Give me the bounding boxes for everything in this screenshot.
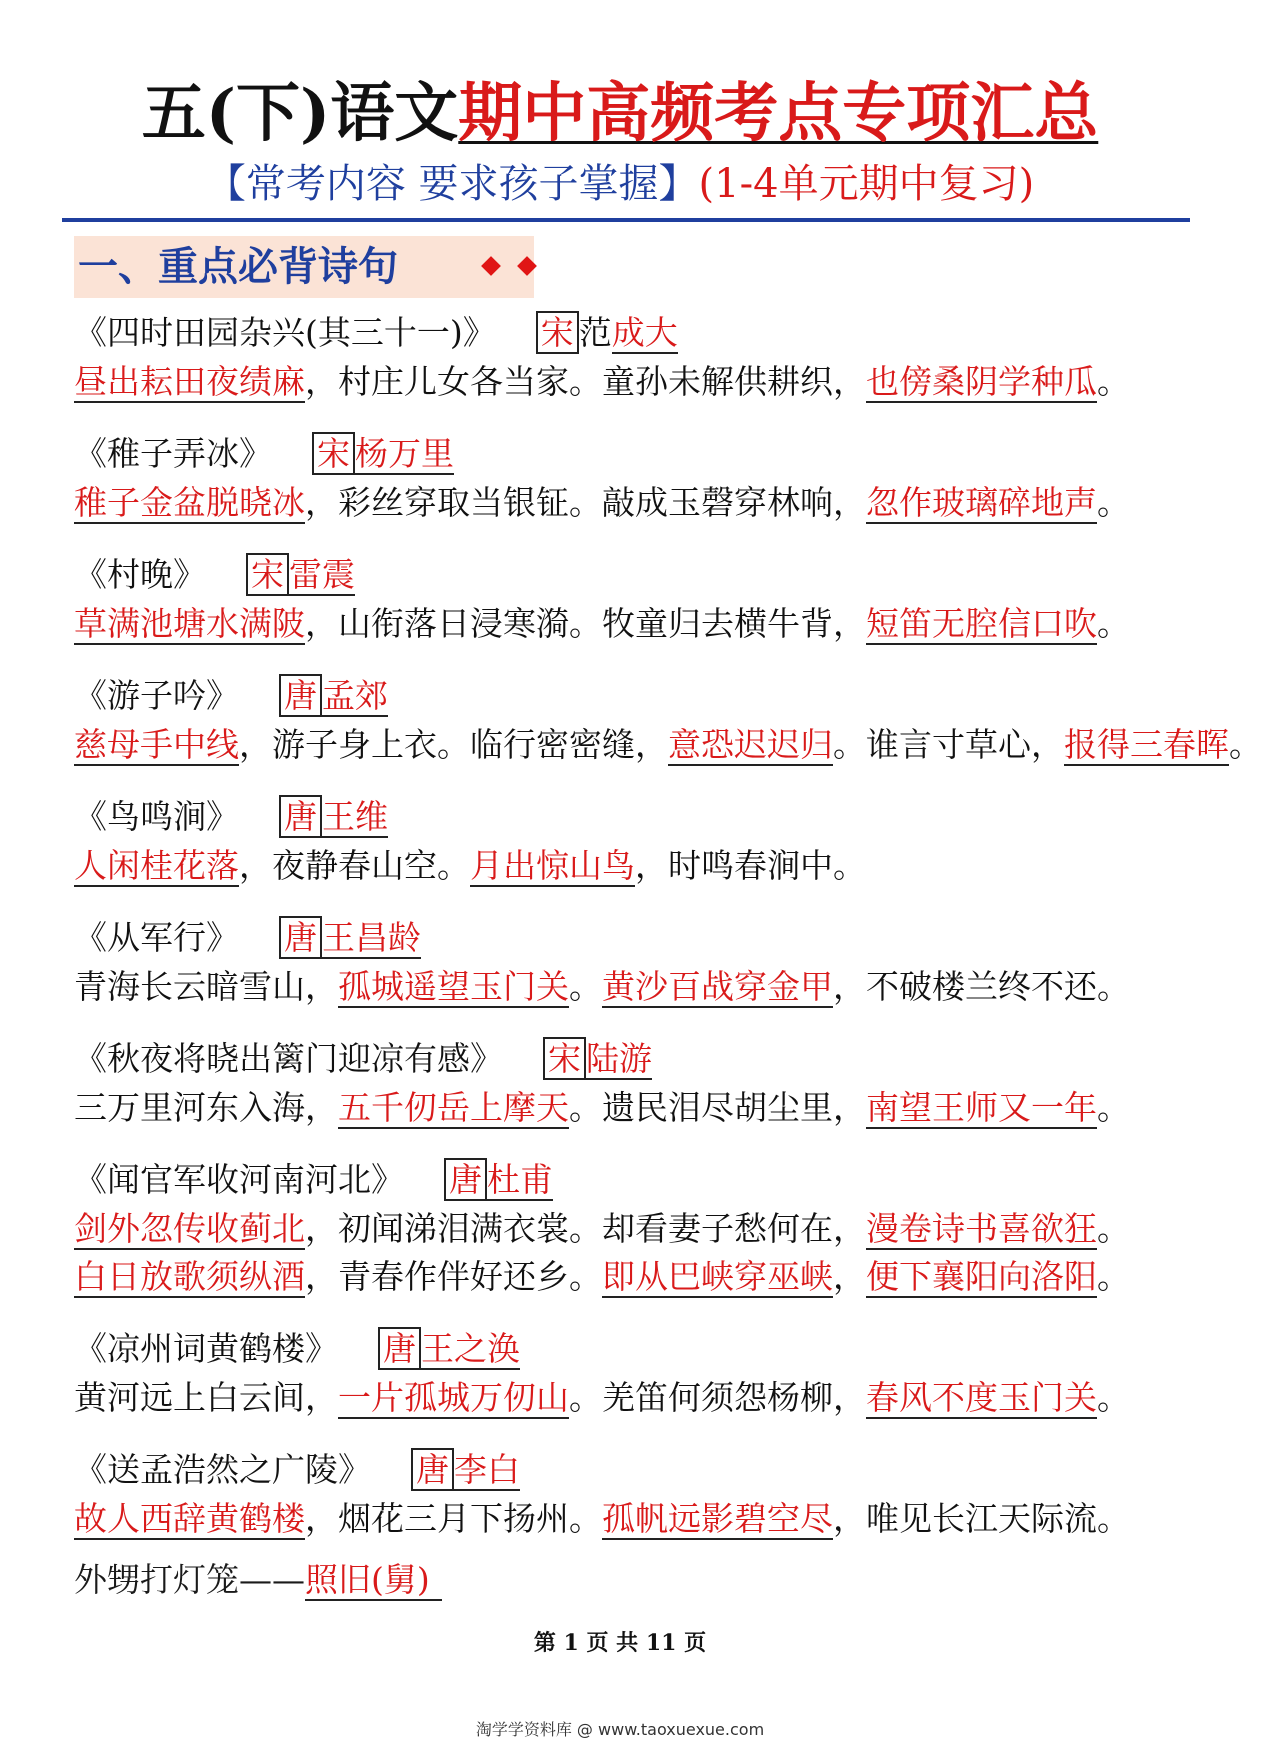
verse-text: 三万里河东入海，: [74, 1088, 338, 1127]
verse-text: ，不破楼兰终不还。: [833, 967, 1130, 1006]
poem-title: 《凉州词黄鹤楼》: [74, 1329, 338, 1368]
poem-item: [74, 1324, 1174, 1422]
poem-item: [74, 792, 1174, 890]
verse-text: 。: [1097, 1378, 1130, 1417]
page-subtitle: [0, 156, 1240, 212]
riddle-prefix: 外甥打灯笼——: [74, 1560, 305, 1599]
section-heading: [74, 236, 534, 298]
poem-spacer: [74, 1301, 1174, 1324]
poem-spacer: [74, 1422, 1174, 1445]
verse-text: ，夜静春山空。: [239, 846, 470, 885]
title-grade: 五(下)语文: [141, 76, 459, 151]
poem-title: 《四时田园杂兴(其三十一)》: [74, 313, 496, 352]
poem-title: 《秋夜将晓出篱门迎凉有感》: [74, 1039, 503, 1078]
diamond-icon: [481, 256, 501, 276]
key-verse: 月出惊山鸟: [470, 846, 635, 885]
footer-watermark: 淘学学资料库 @ www.taoxuexue.com: [475, 1720, 765, 1739]
poem-verse: [74, 1495, 1174, 1543]
key-verse: 孤城遥望玉门关: [338, 967, 569, 1006]
poem-author: 王之涣: [421, 1329, 520, 1368]
verse-text: ，村庄儿女各当家。童孙未解供耕织，: [305, 362, 866, 401]
header-divider: [62, 218, 1190, 222]
key-verse: 春风不度玉门关: [866, 1378, 1097, 1417]
key-verse: 黄沙百战穿金甲: [602, 967, 833, 1006]
verse-text: ，游子身上衣。临行密密缝，: [239, 725, 668, 764]
poem-author: 雷震: [289, 555, 355, 594]
key-verse: 孤帆远影碧空尽: [602, 1499, 833, 1538]
verse-text: ，唯见长江天际流。: [833, 1499, 1130, 1538]
poem-item: [74, 671, 1262, 769]
poem-dynasty: 宋: [246, 553, 289, 596]
poem-dynasty: 唐: [444, 1158, 487, 1201]
key-verse: 忽作玻璃碎地声: [866, 483, 1097, 522]
verse-text: 。: [1097, 483, 1130, 522]
riddle: [74, 1556, 442, 1604]
verse-text: 黄河远上白云间，: [74, 1378, 338, 1417]
key-verse: 白日放歌须纵酒: [74, 1257, 305, 1296]
poem-title: 《送孟浩然之广陵》: [74, 1450, 371, 1489]
poem-item: [74, 1155, 1174, 1301]
poem-verse: [74, 600, 1174, 648]
poem-title-row: [74, 671, 1174, 721]
poem-spacer: [74, 890, 1174, 913]
poem-title: 《游子吟》: [74, 676, 239, 715]
section-title: 一、重点必背诗句: [78, 243, 398, 290]
key-verse: 报得三春晖: [1064, 725, 1229, 764]
poem-title-row: [74, 429, 1174, 479]
verse-text: 。遗民泪尽胡尘里，: [569, 1088, 866, 1127]
poem-verse: [74, 358, 1174, 406]
verse-text: 。: [1229, 725, 1262, 764]
poem-author: 成大: [611, 313, 678, 352]
key-verse: 即从巴峡穿巫峡: [602, 1257, 833, 1296]
key-verse: 意恐迟迟归: [668, 725, 833, 764]
poem-verse: [74, 1253, 1174, 1301]
verse-text: ，彩丝穿取当银钲。敲成玉磬穿林响，: [305, 483, 866, 522]
poem-verse: [74, 1205, 1174, 1253]
poem-title-row: [74, 550, 1174, 600]
verse-text: 。: [1097, 1209, 1130, 1248]
poem-title: 《闻官军收河南河北》: [74, 1160, 404, 1199]
poem-verse: [74, 1374, 1174, 1422]
verse-text: 。: [1097, 1088, 1130, 1127]
poem-author: 王维: [322, 797, 388, 836]
poem-item: [74, 1034, 1174, 1132]
key-verse: 故人西辞黄鹤楼: [74, 1499, 305, 1538]
verse-text: ，: [833, 1257, 866, 1296]
poem-title-row: [74, 1324, 1174, 1374]
key-verse: 剑外忽传收蓟北: [74, 1209, 305, 1248]
poem-author: 李白: [454, 1450, 520, 1489]
poem-verse: [74, 721, 1262, 769]
key-verse: 稚子金盆脱晓冰: [74, 483, 305, 522]
poem-spacer: [74, 769, 1174, 792]
key-verse: 便下襄阳向洛阳: [866, 1257, 1097, 1296]
poem-author: 陆游: [586, 1039, 652, 1078]
verse-text: ，初闻涕泪满衣裳。却看妻子愁何在，: [305, 1209, 866, 1248]
poem-dynasty: 唐: [279, 674, 322, 717]
poem-item: [74, 913, 1174, 1011]
key-verse: 南望王师又一年: [866, 1088, 1097, 1127]
verse-text: ，烟花三月下扬州。: [305, 1499, 602, 1538]
poem-spacer: [74, 527, 1174, 550]
poem-item: [74, 429, 1174, 527]
poem-title: 《稚子弄冰》: [74, 434, 272, 473]
verse-text: 。: [1097, 604, 1130, 643]
poem-author-surname: 范: [578, 313, 612, 352]
key-verse: 短笛无腔信口吹: [866, 604, 1097, 643]
poem-author: 杨万里: [355, 434, 454, 473]
poem-title-row: [74, 308, 1174, 358]
poem-verse: [74, 963, 1174, 1011]
riddle-answer: 照旧(舅): [305, 1560, 442, 1601]
key-verse: 人闲桂花落: [74, 846, 239, 885]
subtitle-scope: (1-4单元期中复习): [698, 161, 1035, 207]
poem-item: [74, 1445, 1174, 1543]
poem-title: 《村晚》: [74, 555, 206, 594]
poem-title-row: [74, 1155, 1174, 1205]
poem-verse: [74, 842, 1174, 890]
verse-text: 。羌笛何须怨杨柳，: [569, 1378, 866, 1417]
poem-title: 《鸟鸣涧》: [74, 797, 239, 836]
key-verse: 草满池塘水满陂: [74, 604, 305, 643]
key-verse: 漫卷诗书喜欲狂: [866, 1209, 1097, 1248]
key-verse: 慈母手中线: [74, 725, 239, 764]
poem-author: 王昌龄: [322, 918, 421, 957]
verse-text: ，时鸣春涧中。: [635, 846, 866, 885]
poem-spacer: [74, 648, 1174, 671]
poem-verse: [74, 479, 1174, 527]
subtitle-note: 【常考内容 要求孩子掌握】: [205, 161, 699, 207]
key-verse: 一片孤城万仞山: [338, 1378, 569, 1417]
poem-title: 《从军行》: [74, 918, 239, 957]
key-verse: 昼出耘田夜绩麻: [74, 362, 305, 401]
page-title: [0, 72, 1240, 156]
title-topic: 期中高频考点专项汇总: [458, 76, 1099, 151]
verse-text: 。谁言寸草心，: [833, 725, 1064, 764]
poem-spacer: [74, 1011, 1174, 1034]
verse-text: ，青春作伴好还乡。: [305, 1257, 602, 1296]
poem-dynasty: 唐: [378, 1327, 421, 1370]
poem-author: 孟郊: [322, 676, 388, 715]
poem-dynasty: 唐: [279, 916, 322, 959]
poem-verse: [74, 1084, 1174, 1132]
poem-list: [74, 308, 1262, 1543]
poem-spacer: [74, 1132, 1174, 1155]
verse-text: 青海长云暗雪山，: [74, 967, 338, 1006]
poem-title-row: [74, 913, 1174, 963]
poem-dynasty: 唐: [411, 1448, 454, 1491]
poem-dynasty: 宋: [543, 1037, 586, 1080]
poem-item: [74, 550, 1174, 648]
poem-dynasty: 宋: [536, 311, 579, 354]
verse-text: ，山衔落日浸寒漪。牧童归去横牛背，: [305, 604, 866, 643]
poem-spacer: [74, 406, 1174, 429]
poem-title-row: [74, 1034, 1174, 1084]
poem-title-row: [74, 792, 1174, 842]
poem-title-row: [74, 1445, 1174, 1495]
key-verse: 五千仞岳上摩天: [338, 1088, 569, 1127]
verse-text: 。: [569, 967, 602, 1006]
poem-dynasty: 宋: [312, 432, 355, 475]
diamond-icon: [517, 256, 537, 276]
verse-text: 。: [1097, 362, 1130, 401]
poem-dynasty: 唐: [279, 795, 322, 838]
key-verse: 也傍桑阴学种瓜: [866, 362, 1097, 401]
poem-item: [74, 308, 1174, 406]
verse-text: 。: [1097, 1257, 1130, 1296]
page-number: 第 1 页 共 11 页: [533, 1630, 707, 1656]
poem-author: 杜甫: [487, 1160, 553, 1199]
